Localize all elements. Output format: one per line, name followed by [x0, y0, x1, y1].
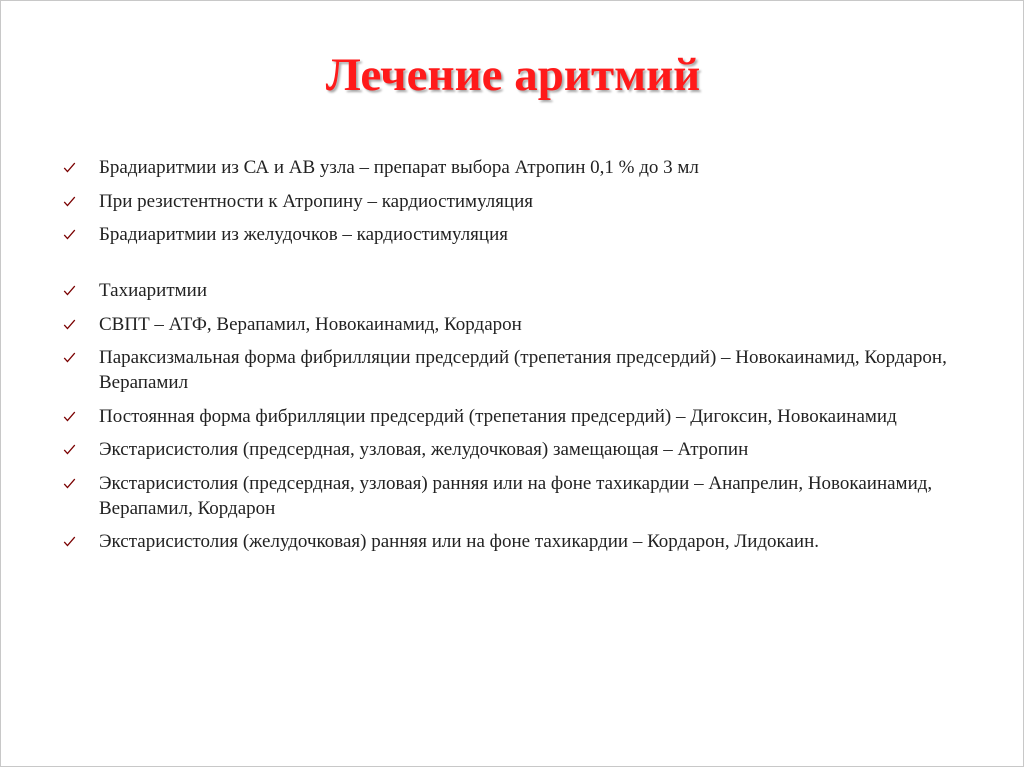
checkmark-icon: [63, 222, 99, 247]
checkmark-icon: [63, 437, 99, 462]
list-item-text: Тахиаритмии: [99, 280, 207, 301]
list-item: [63, 437, 963, 462]
list-item-text: СВПТ – АТФ, Верапамил, Новокаинамид, Кордарон: [99, 313, 522, 335]
list-item: [63, 529, 963, 554]
slide-title: Лечение аритмий: [325, 49, 701, 101]
list-item: [63, 155, 963, 180]
list-item: [63, 189, 963, 214]
checkmark-icon: [63, 345, 99, 370]
list-item-text: Брадиаритмии из СА и АВ узла – препарат выбора Атропин 0,1 % до 3 мл: [99, 157, 699, 178]
list-item: [63, 404, 963, 429]
list-item: [63, 222, 963, 247]
list-item-text: Параксизмальная форма фибрилляции предсердий (трепетания предсердий) – Новокаинамид, Кордарон, Верапамил: [99, 347, 947, 393]
checkmark-icon: [63, 404, 99, 429]
treatment-list: [63, 155, 963, 563]
list-item-text: Брадиаритмии из желудочков – кардиостимуляция: [99, 224, 509, 245]
checkmark-icon: [63, 278, 99, 303]
list-item-text: Экстарисистолия (желудочковая) ранняя или на фоне тахикардии – Кордарон, Лидокаин.: [99, 531, 820, 552]
checkmark-icon: [63, 312, 99, 337]
checkmark-icon: [63, 155, 99, 180]
list-item-text: Постоянная форма фибрилляции предсердий (трепетания предсердий) – Дигоксин, Новокаинамид: [99, 405, 897, 427]
list-item: [63, 471, 963, 521]
list-item: [63, 345, 963, 395]
list-item-text: Экстарисистолия (предсердная, узловая) ранняя или на фоне тахикардии – Анапрелин, Новокаинамид, Верапамил, Кордарон: [99, 472, 933, 519]
checkmark-icon: [63, 529, 99, 554]
list-item: [63, 278, 963, 303]
checkmark-icon: [63, 189, 99, 214]
list-item-text: Экстарисистолия (предсердная, узловая, желудочковая) замещающая – Атропин: [99, 439, 749, 460]
list-item: [63, 312, 963, 337]
list-item-text: При резистентности к Атропину – кардиостимуляция: [99, 190, 534, 212]
checkmark-icon: [63, 471, 99, 496]
